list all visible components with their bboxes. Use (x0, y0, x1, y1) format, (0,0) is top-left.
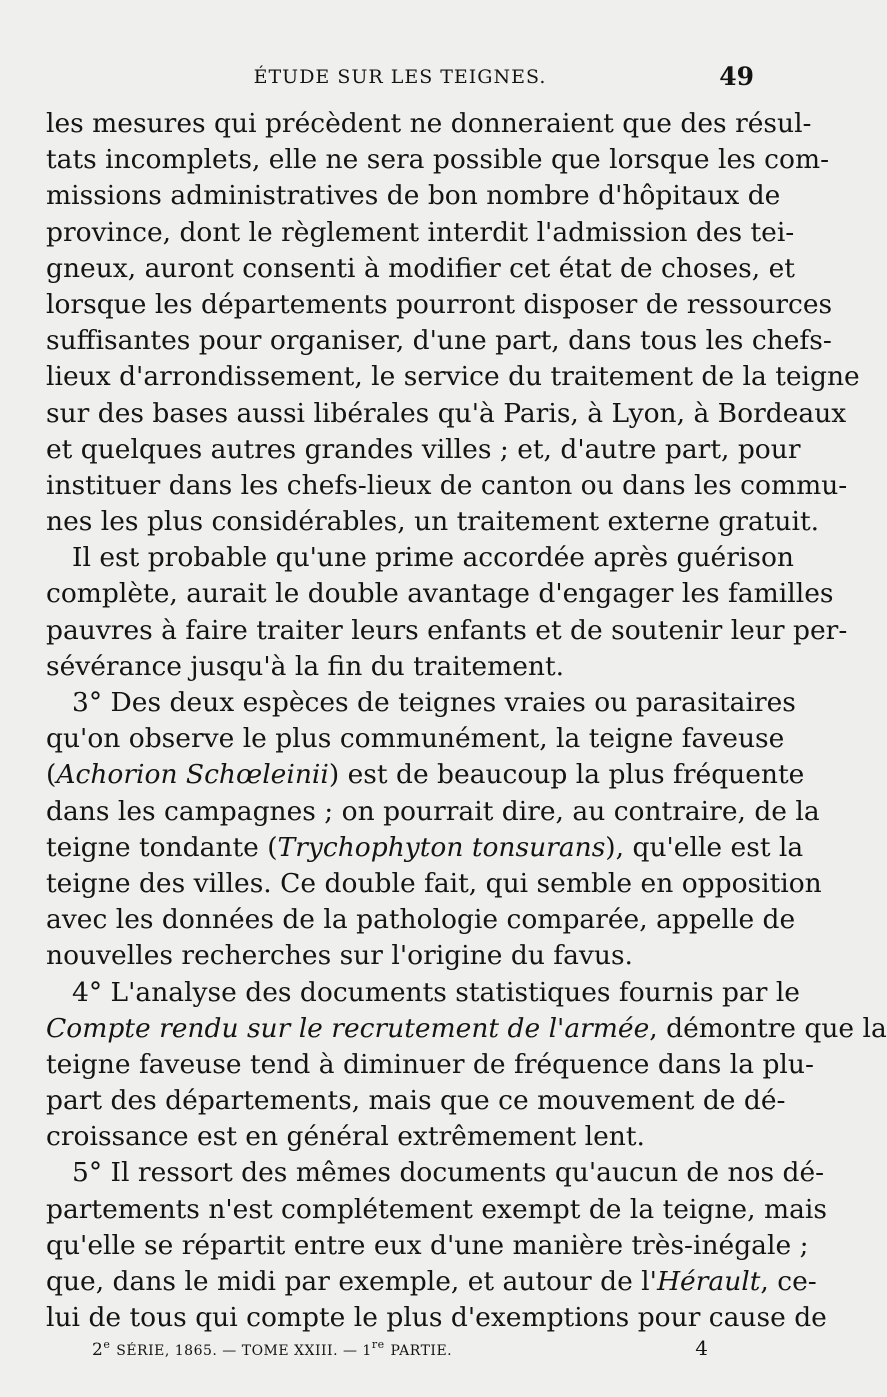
text-line: sévérance jusqu'à la fin du traitement. (46, 650, 565, 682)
page-footer (92, 1336, 708, 1366)
species-name-trychophyton: Trychophyton tonsurans (277, 831, 606, 863)
series-info (92, 1340, 452, 1360)
text-line: pauvres à faire traiter leurs enfants et de soutenir leur per- (46, 614, 848, 646)
text-line: sur des bases aussi libérales qu'à Paris, à Lyon, à Bordeaux (46, 397, 847, 429)
text-fragment: , démontre que la (649, 1012, 887, 1044)
text-line: nouvelles recherches sur l'origine du favus. (46, 940, 633, 972)
text-line: les mesures qui précèdent ne donneraient que des résul- (46, 108, 812, 139)
text-fragment: que, dans le midi par exemple, et autour de l' (46, 1266, 657, 1297)
text-line: dans les campagnes ; on pourrait dire, au contraire, de la (46, 795, 820, 827)
text-line: suffisantes pour organiser, d'une part, dans tous les chefs- (46, 325, 832, 357)
part-superscript: re (371, 1338, 385, 1351)
document-title-reference: Compte rendu sur le recrutement de l'armée (46, 1012, 650, 1044)
text-line: 4° L'analyse des documents statistiques fournis par le (72, 976, 800, 1008)
text-line: lorsque les départements pourront disposer de ressources (46, 288, 833, 320)
series-number: 2 (92, 1340, 104, 1360)
paragraph-2 (46, 540, 848, 685)
series-label: SÉRIE, 1865. — TOME XXIII. — 1 (116, 1343, 372, 1359)
text-line (46, 830, 804, 866)
text-line: et quelques autres grandes villes ; et, d'autre part, pour (46, 433, 801, 465)
text-line: gneux, auront consenti à modifier cet état de choses, et (46, 252, 795, 284)
text-line: croissance est en général extrêmement lent. (46, 1121, 645, 1153)
body-text (46, 106, 887, 1336)
text-line: avec les données de la pathologie comparée, appelle de (46, 904, 796, 936)
text-line: lieux d'arrondissement, le service du traitement de la teigne (46, 361, 860, 393)
text-line: qu'on observe le plus communément, la teigne faveuse (46, 723, 785, 755)
text-line: tats incomplets, elle ne sera possible que lorsque les com- (46, 144, 830, 176)
text-line: Il est probable qu'une prime accordée après guérison (72, 542, 794, 574)
page-number: 49 (719, 62, 754, 91)
text-line: missions administratives de bon nombre d'hôpitaux de (46, 180, 781, 212)
paragraph-5 (46, 1155, 827, 1336)
paragraph-4 (46, 975, 887, 1156)
paragraph-1 (46, 106, 860, 540)
text-line: nes les plus considérables, un traitement externe gratuit. (46, 506, 820, 538)
text-line: qu'elle se répartit entre eux d'une manière très-inégale ; (46, 1229, 809, 1261)
text-line (46, 1011, 887, 1047)
text-line: lui de tous qui compte le plus d'exemptions pour cause de (46, 1302, 827, 1334)
text-line: province, dont le règlement interdit l'admission des tei- (46, 216, 795, 248)
text-fragment: ) est de beaucoup la plus fréquente (328, 759, 805, 791)
text-line: complète, aurait le double avantage d'engager les familles (46, 578, 834, 610)
text-line (46, 757, 805, 793)
text-fragment: ), qu'elle est la (605, 831, 804, 863)
running-head (46, 62, 754, 96)
text-line (46, 1264, 817, 1300)
text-line: instituer dans les chefs-lieux de canton ou dans les commu- (46, 469, 848, 501)
text-fragment: ( (46, 759, 57, 791)
text-fragment: , ce- (760, 1266, 817, 1297)
text-line: teigne des villes. Ce double fait, qui semble en opposition (46, 867, 822, 899)
text-line: 3° Des deux espèces de teignes vraies ou parasitaires (72, 687, 796, 718)
text-line: part des départements, mais que ce mouvement de dé- (46, 1085, 786, 1117)
species-name-achorion: Achorion Schœleinii (56, 759, 329, 791)
series-superscript: e (103, 1338, 111, 1351)
text-line: 5° Il ressort des mêmes documents qu'aucun de nos dé- (72, 1157, 825, 1189)
running-title: ÉTUDE SUR LES TEIGNES. (253, 66, 547, 88)
part-label: PARTIE. (390, 1343, 453, 1359)
text-fragment: teigne tondante ( (46, 831, 278, 863)
text-line: teigne faveuse tend à diminuer de fréquence dans la plu- (46, 1048, 814, 1080)
place-name-herault: Hérault (656, 1266, 761, 1297)
signature-mark: 4 (695, 1336, 708, 1360)
text-line: partements n'est complétement exempt de la teigne, mais (46, 1193, 827, 1225)
paragraph-3 (46, 685, 822, 975)
